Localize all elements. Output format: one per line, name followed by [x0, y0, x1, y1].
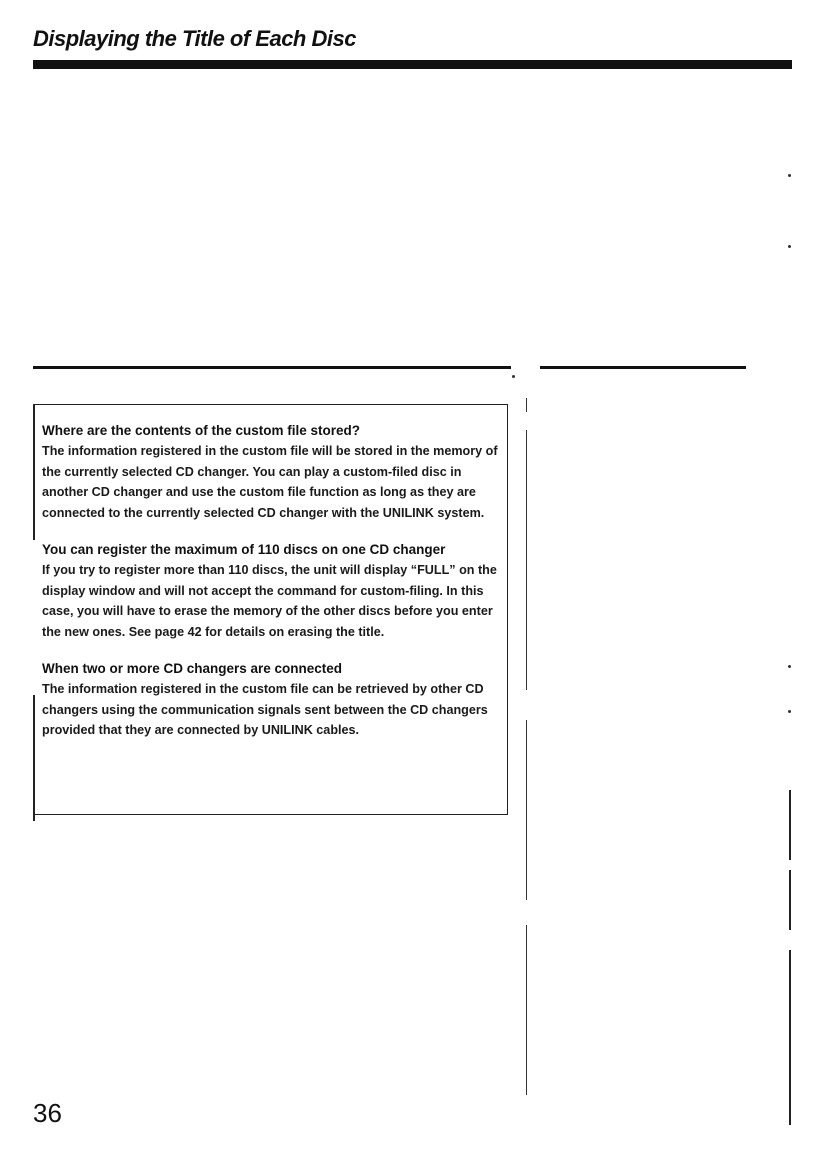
note-body: The information registered in the custom file will be stored in the memory of the currently selected CD changer. You can play a custom-filed disc in another CD changer and use the custom file function as long as they are connected to the currently selected CD changer with the UNILINK system.	[42, 444, 498, 520]
section-rule-left	[33, 366, 511, 369]
edge-mark-line	[789, 790, 791, 860]
column-divider	[526, 398, 527, 412]
page-title: Displaying the Title of Each Disc	[33, 26, 356, 51]
note-maximum-discs	[42, 540, 507, 642]
note-body: The information registered in the custom file can be retrieved by other CD changers using the communication signals sent between the CD changers provided that they are connected by UNILINK cables.	[42, 682, 488, 737]
title-rule	[33, 60, 792, 69]
column-divider	[526, 925, 527, 1095]
note-heading: Where are the contents of the custom file stored?	[42, 423, 361, 438]
edge-dot	[788, 665, 791, 668]
column-divider	[526, 720, 527, 900]
section-rule-right	[540, 366, 746, 369]
page-number: 36	[33, 1098, 62, 1128]
note-body: If you try to register more than 110 discs, the unit will display “FULL” on the display window and will not accept the command for custom-filing. In this case, you will have to erase the memory of the other discs before you enter the new ones. See page 42 for details on erasing the title.	[42, 563, 497, 639]
column-divider	[526, 430, 527, 690]
note-heading: When two or more CD changers are connected	[42, 661, 343, 676]
edge-mark-line	[789, 950, 791, 1125]
note-multiple-changers	[42, 659, 507, 741]
edge-dot	[788, 174, 791, 177]
note-custom-file-storage	[42, 421, 507, 523]
edge-dot	[788, 245, 791, 248]
edge-dot	[512, 375, 515, 378]
note-heading: You can register the maximum of 110 discs on one CD changer	[42, 542, 446, 557]
edge-dot	[788, 710, 791, 713]
notes-box	[33, 404, 508, 815]
edge-mark-line	[789, 870, 791, 930]
